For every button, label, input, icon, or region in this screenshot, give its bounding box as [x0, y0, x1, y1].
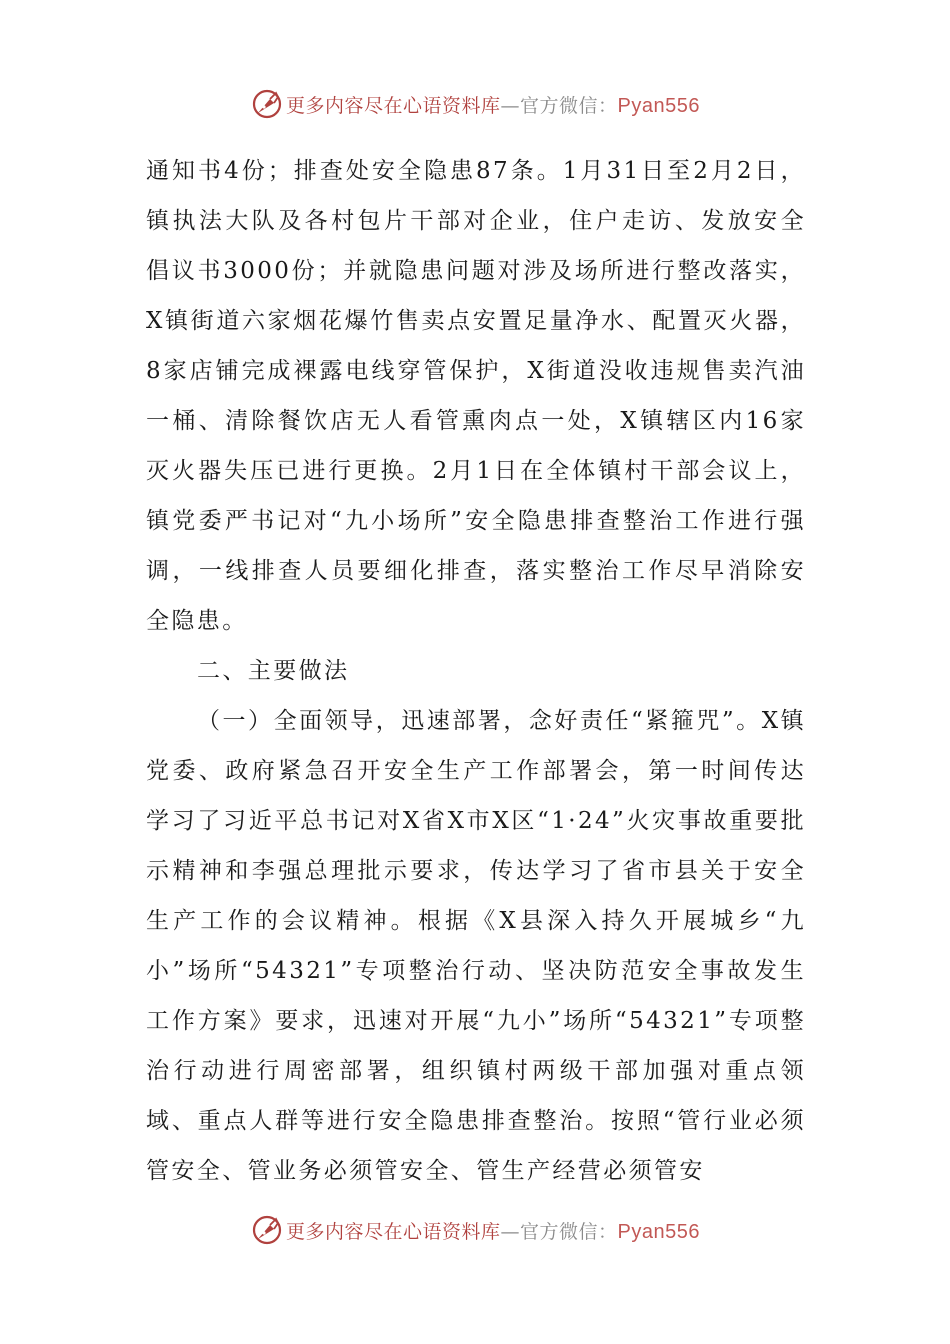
header-banner [0, 84, 950, 124]
header-wechat-label: 官方微信： [520, 94, 618, 117]
footer-banner-text [286, 1217, 700, 1244]
footer-brand: 更多内容尽在心语资料库 [286, 1220, 501, 1243]
header-banner-text [286, 91, 700, 118]
header-separator: — [500, 94, 521, 117]
header-wechat-id: Pyan556 [617, 94, 700, 117]
paragraph-continued: 通知书4份；排查处安全隐患87条。1月31日至2月2日，镇执法大队及各村包片干部对企业，住户走访、发放安全倡议书3000份；并就隐患问题对涉及场所进行整改落实，X镇街道六家烟花爆竹售卖点安置足量净水、配置灭火器，8家店铺完成裸露电线穿管保护，X街道没收违规售卖汽油一桶、清除餐饮店无人看管熏肉点一处，X镇辖区内16家灭火器失压已进行更换。2月1日在全体镇村干部会议上，镇党委严书记对“九小场所”安全隐患排查整治工作进行强调，一线排查人员要细化排查，落实整治工作尽早消除安全隐患。 [146, 158, 806, 634]
pen-nib-circle-icon [250, 87, 284, 121]
footer-wechat-id: Pyan556 [617, 1220, 700, 1243]
document-body [146, 146, 806, 1196]
footer-banner [0, 1210, 950, 1250]
footer-wechat-label: 官方微信： [520, 1220, 618, 1243]
section-heading: 二、主要做法 [197, 658, 350, 684]
footer-separator: — [500, 1220, 521, 1243]
header-brand: 更多内容尽在心语资料库 [286, 94, 501, 117]
paragraph-main-practice: （一）全面领导，迅速部署，念好责任“紧箍咒”。X镇党委、政府紧急召开安全生产工作部署会，第一时间传达学习了习近平总书记对X省X市X区“1·24”火灾事故重要批示精神和李强总理批示要求，传达学习了省市县关于安全生产工作的会议精神。根据《X县深入持久开展城乡“九小”场所“54321”专项整治行动、坚决防范安全事故发生工作方案》要求，迅速对开展“九小”场所“54321”专项整治行动进行周密部署，组织镇村两级干部加强对重点领域、重点人群等进行安全隐患排查整治。按照“管行业必须管安全、管业务必须管安全、管生产经营必须管安 [146, 708, 806, 1184]
pen-nib-circle-icon [250, 1213, 284, 1247]
